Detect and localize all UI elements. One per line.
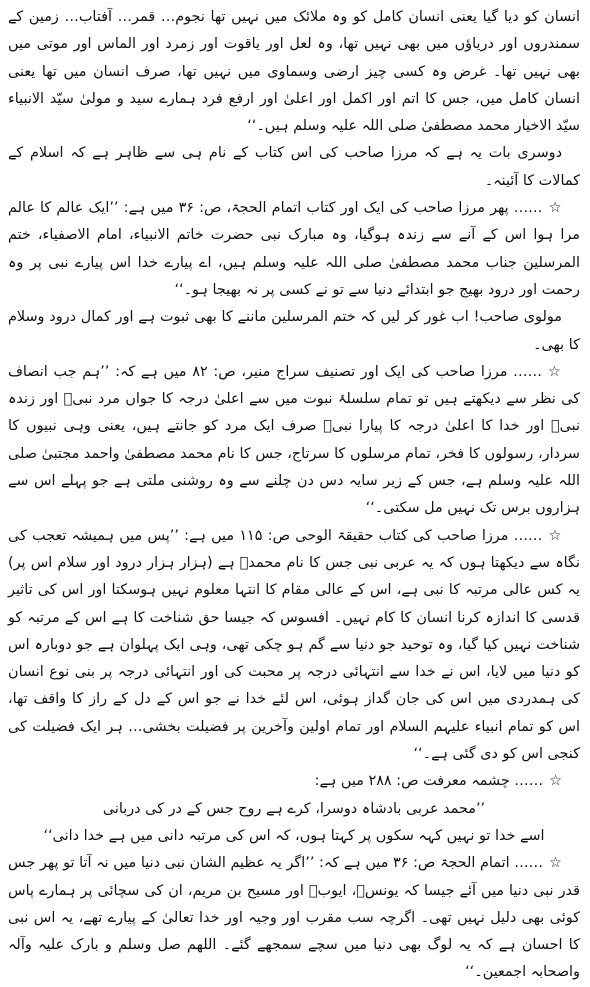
paragraph-haqiqat-ul-wahi [8,523,580,769]
paragraph-siraj-munir [8,359,580,523]
star-icon: ☆ [547,363,563,380]
paragraph-maulvi-sahib [8,304,580,359]
verse-line-1 [8,796,580,823]
paragraph-text: …… اتمام الحجۃ ص: ۳۶ میں ہے کہ: ’’اگر یہ عظیم الشان نبی دنیا میں نہ آتا تو پھر جس قدر نبی دنیا میں آئے جیسا کہ یونسؑ، ایوبؑ اور مسیح بن مریم، ان کی سچائی پر ہمارے پاس کوئی بھی دلیل نہیں تھی۔ اگرچہ سب مقرب اور وجیہ اور خدا تعالیٰ کے پیارے تھے، یہ اس نبی کا احسان ہے کہ یہ لوگ بھی دنیا میں سچے سمجھے گئے۔ اللھم صل وسلم و بارک علیہ وآلہ واصحابہ اجمعین۔‘‘ [8,855,580,981]
star-icon: ☆ [548,527,562,544]
paragraph-chashma-marifat [8,768,580,795]
paragraph-text: دوسری بات یہ ہے کہ مرزا صاحب کی اس کتاب کے نام ہی سے ظاہر ہے کہ اسلام کے کمالات کا آئینہ۔ [8,145,580,189]
verse-text: اسے خدا تو نہیں کہہ سکوں پر کہتا ہوں، کہ اس کی مرتبہ دانی میں ہے خدا دانی‘‘ [43,827,545,844]
paragraph-closing [8,850,580,986]
paragraph-text: …… چشمہ معرفت ص: ۲۸۸ میں ہے: [314,773,544,790]
star-icon: ☆ [548,200,563,217]
star-icon: ☆ [549,855,562,872]
verse-text: ’’محمد عربی بادشاہ دوسرا، کرے ہے روح جس کے در کی دربانی [102,800,486,817]
paragraph-mirror-of-islam [8,140,580,195]
paragraph-text: انسان کو دیا گیا یعنی انسان کامل کو وہ ملائک میں نہیں تھا نجوم… قمر… آفتاب… زمین کے سمندروں اور دریاؤں میں بھی نہیں تھا، وہ لعل اور یاقوت اور زمرد اور الماس اور موتی میں بھی نہیں تھا۔ غرض وہ کسی چیز ارضی وسماوی میں نہیں تھا، صرف انسان میں تھا یعنی انسان کامل میں، جس کا اتم اور اکمل اور اعلیٰ اور ارفع فرد ہمارے سید و مولیٰ سیّد الانبیاء سیّد الاخیار محمد مصطفیٰ صلی اللہ علیہ وسلم ہیں۔‘‘ [8,9,580,135]
verse-line-2 [8,823,580,850]
paragraph-text: مولوی صاحب! اب غور کر لیں کہ ختم المرسلین ماننے کا بھی ثبوت ہے اور کمال درود وسلام کا بھی۔ [8,309,580,353]
paragraph-itmam-ul-hujjah [8,195,580,304]
paragraph-text: …… مرزا صاحب کی ایک اور تصنیف سراج منیر، ص: ۸۲ میں ہے کہ: ’’ہم جب انصاف کی نظر سے دیکھتے ہیں تو تمام سلسلۂ نبوت میں سے اعلیٰ درجہ کا جواں مرد نبیؐ اور زندہ نبیؐ اور خدا کا اعلیٰ درجہ کا پیارا نبیؐ صرف ایک مرد کو جانتے ہیں، یعنی وہی نبیوں کا سردار، رسولوں کا فخر، تمام مرسلوں کا سرتاج، جس کا نام محمد مصطفیٰ واحمد مجتبیٰ صلی اللہ علیہ وسلم ہے، جس کے زیر سایہ دس دن چلنے سے وہ روشنی ملتی ہے جو پہلے اس سے ہزاروں برس تک نہیں مل سکتی۔‘‘ [8,363,580,517]
paragraph-quote-1 [8,4,580,140]
paragraph-text: …… پھر مرزا صاحب کی ایک اور کتاب اتمام الحجۃ، ص: ۳۶ میں ہے: ’’ایک عالم کا عالم مرا ہوا اس کے آنے سے زندہ ہوگیا، وہ مبارک نبی حضرت خاتم الانبیاء، امام الاصفیاء، ختم المرسلین جناب محمد مصطفیٰ صلی اللہ علیہ وسلم ہیں، اے پیارے خدا اس پیارے نبی پر وہ رحمت اور درود بھیج جو ابتدائے دنیا سے تو نے کسی پر نہ بھیجا ہو۔‘‘ [8,200,580,298]
paragraph-text: …… مرزا صاحب کی کتاب حقیقۃ الوحی ص: ۱۱۵ میں ہے: ’’پس میں ہمیشہ تعجب کی نگاہ سے دیکھتا ہوں کہ یہ عربی نبی جس کا نام محمدؐ ہے (ہزار ہزار درود اور سلام اس پر) یہ کس عالی مرتبہ کا نبی ہے، اس کے عالی مقام کا انتہا معلوم نہیں ہوسکتا اور اس کی تاثیر قدسی کا اندازہ کرنا انسان کا کام نہیں۔ افسوس کہ جیسا حق شناخت کا ہے اس کے مرتبہ کو شناخت نہیں کیا گیا، وہ توحید جو دنیا سے گم ہو چکی تھی، وہی ایک پہلوان ہے جو دوبارہ اس کو دنیا میں لایا، اس نے خدا سے انتہائی درجہ پر محبت کی اور انتہائی درجہ پر بنی نوع انسان کی ہمدردی میں اس کی جان گداز ہوئی، اس لئے خدا نے جو اس کے دل کے راز کا واقف تھا، اس کو تمام انبیاء علیہم السلام اور تمام اولین وآخرین پر فضیلت بخشی… ہر ایک فضیلت کی کنجی اس کو دی گئی ہے۔‘‘ [8,527,580,763]
star-icon: ☆ [549,773,562,790]
